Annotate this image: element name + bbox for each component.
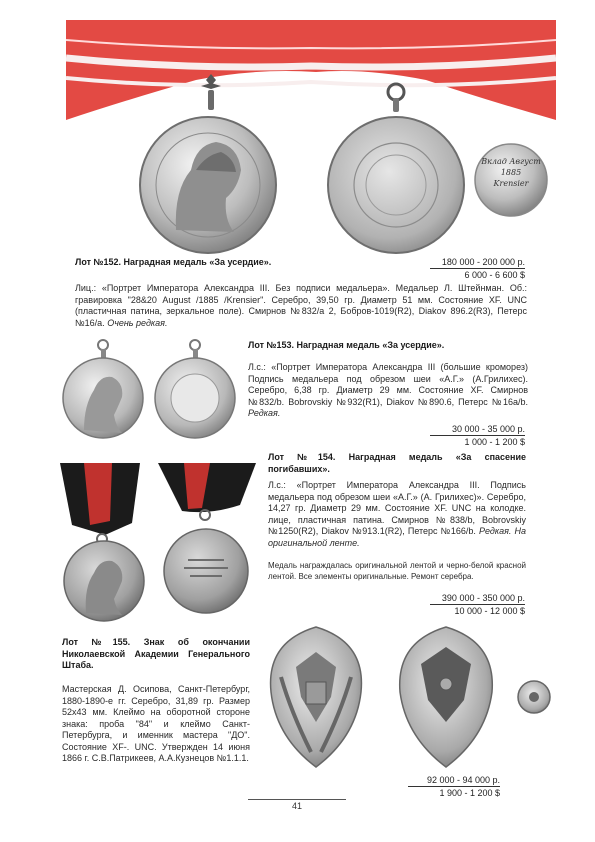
flower-suspension bbox=[201, 74, 221, 110]
lot-153-desc-text: Л.с.: «Портрет Императора Александра III (большие кроморез) Подпись медальера под обрезом шеи «А.Г.» (А.Грилихес). Серебро, 6,38 гр. Диаметр 29 мм. Состояние XF. Смирнов №832/b. Bobrovskiy №932(R1), Diakov №890.6, Петерс №16а/b. bbox=[248, 362, 528, 407]
lot-152-description bbox=[75, 283, 527, 329]
lot-152-price-rub: 180 000 - 200 000 р. bbox=[441, 257, 525, 267]
lot-155-photo bbox=[256, 622, 556, 774]
medal-153-reverse bbox=[155, 340, 235, 438]
lot-155-description: Мастерская Д. Осипова, Санкт-Петербург, 1880-1890-е гг. Серебро, 31,89 гр. Размер 52х43 мм. Клеймо на оборотной стороне знака: проба "84" и клеймо Санкт-Петербурга, и именник мастера "ДО". Состояние XF-. UNC. Утвержден 14 июня 1866 г. С.В.Патрикеев, А.А.Кузнецов №1.1.1. bbox=[62, 684, 250, 763]
lot-153-note: Редкая. bbox=[248, 408, 281, 418]
engraving-line-1: Вклад Август bbox=[481, 157, 541, 166]
lot-153-description bbox=[248, 362, 528, 420]
lot-154-description bbox=[268, 480, 526, 549]
lot-154-extra: Медаль награждалась оригинальной лентой и черно-белой красной лентой. Все элементы оригинальные. Ремонт серебра. bbox=[268, 561, 526, 581]
lot-155-title: Лот №155. Знак об окончании Николаевской Академии Генерального Штаба. bbox=[62, 637, 250, 670]
lot-153-title: Лот №153. Наградная медаль «За усердие». bbox=[248, 340, 445, 350]
page-number: 41 bbox=[291, 801, 302, 811]
lot-154-photo bbox=[60, 463, 256, 628]
lot-153-photo bbox=[62, 335, 240, 445]
medal-154-reverse bbox=[164, 529, 248, 613]
lot-155-price bbox=[408, 774, 500, 799]
medal-152-obverse bbox=[140, 117, 276, 253]
lot-154-price-rub: 390 000 - 350 000 р. bbox=[441, 593, 525, 603]
lot-155-price-rub: 92 000 - 94 000 р. bbox=[426, 775, 500, 785]
lot-154-price bbox=[430, 592, 525, 617]
lot-152-desc-text: Лиц.: «Портрет Императора Александра III. Без подписи медальера». Медальер Л. Штейнман. Об.: гравировка "28&20 August /1885 /Krensier". Серебро, 39,50 гр. Диаметр 51 мм. Состояние XF. UNC (пластичная патина, зеркальное поле). Смирнов №832/а 2, Бобров-1019(R2), Diakov 896.2(R3), Петерс №16/a. bbox=[75, 283, 527, 328]
lot-152-price bbox=[430, 256, 525, 281]
medal-153-obverse bbox=[63, 340, 143, 438]
badge-reverse bbox=[400, 627, 493, 767]
lot-153-price bbox=[430, 423, 525, 448]
lot-154-desc-text: Л.с.: «Портрет Императора Александра III. Подпись медальера под обрезом шеи «А.Г.» (А. Грилихес)». Серебро, 14,27 гр. Диаметр 29 мм. Состояние XF. UNC на колодке. лице, пластичная патина. Смирнов №838/b, Bobrovskiy №1250(R2), Diakov №913.1(R2), Петерс №166/b. bbox=[268, 480, 526, 536]
lot-154-price-usd: 10 000 - 12 000 $ bbox=[430, 604, 525, 617]
lot-152-photo bbox=[66, 20, 556, 255]
screw-nut bbox=[518, 681, 550, 713]
medal-152-reverse bbox=[328, 117, 464, 253]
lot-154-note: Редкая. На оригинальной ленте. bbox=[268, 526, 526, 548]
lot-152-price-usd: 6 000 - 6 600 $ bbox=[430, 268, 525, 281]
lot-155-price-usd: 1 900 - 1 200 $ bbox=[408, 786, 500, 799]
footer-rule bbox=[248, 799, 346, 800]
lot-153-price-rub: 30 000 - 35 000 р. bbox=[451, 424, 525, 434]
medal-154-obverse bbox=[64, 541, 144, 621]
engraving-line-3: Krensier bbox=[493, 179, 529, 188]
lot-152-title: Лот №152. Наградная медаль «За усердие». bbox=[75, 257, 272, 267]
lot-153-price-usd: 1 000 - 1 200 $ bbox=[430, 435, 525, 448]
ribbon-black-red bbox=[60, 463, 256, 535]
badge-obverse bbox=[271, 627, 362, 767]
lot-152-note: Очень редкая. bbox=[107, 317, 168, 328]
engraving-line-2: 1885 bbox=[500, 168, 522, 177]
lot-154-title: Лот №154. Наградная медаль «За спасение погибавших». bbox=[268, 452, 526, 474]
ribbon bbox=[66, 20, 556, 120]
